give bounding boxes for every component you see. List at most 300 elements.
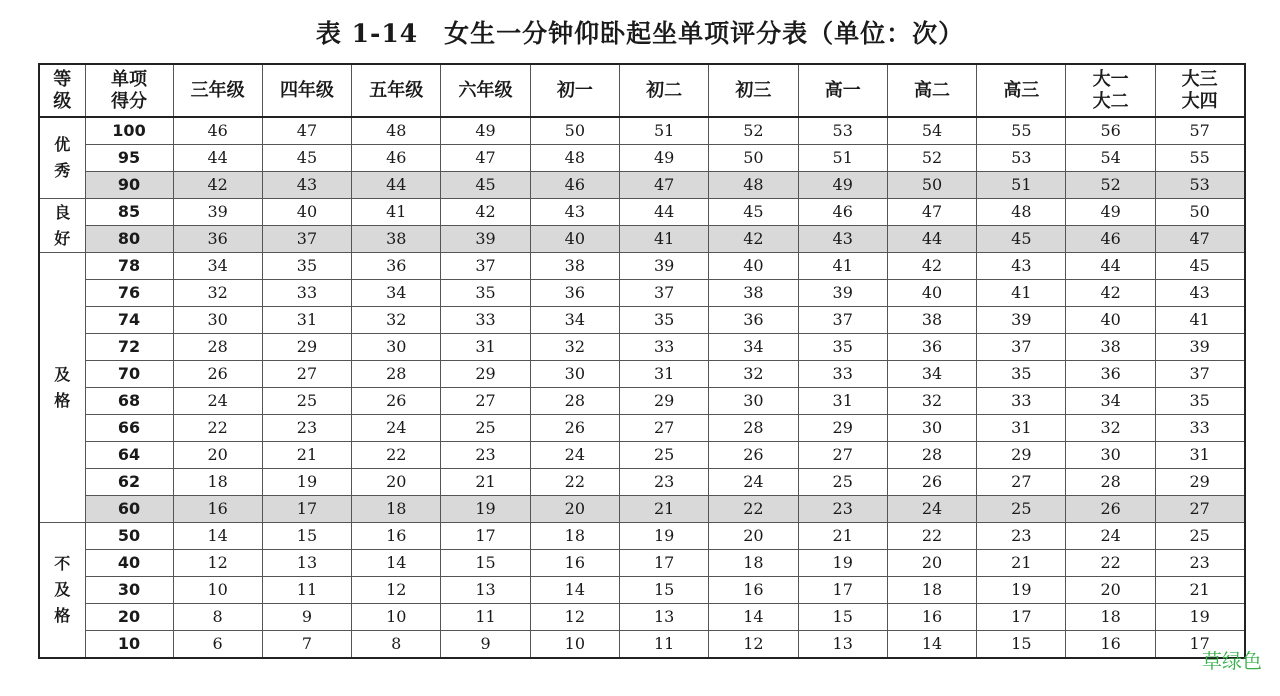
score-cell: 64: [85, 442, 173, 469]
value-cell: 44: [887, 226, 976, 253]
value-cell: 27: [798, 442, 887, 469]
value-cell: 10: [530, 631, 619, 659]
value-cell: 42: [441, 199, 530, 226]
value-cell: 33: [977, 388, 1066, 415]
value-cell: 36: [709, 307, 798, 334]
score-cell: 66: [85, 415, 173, 442]
watermark: 草绿色: [1202, 649, 1262, 673]
value-cell: 33: [262, 280, 351, 307]
value-cell: 45: [977, 226, 1066, 253]
value-cell: 42: [173, 172, 262, 199]
value-cell: 25: [262, 388, 351, 415]
value-cell: 25: [619, 442, 708, 469]
value-cell: 29: [798, 415, 887, 442]
value-cell: 48: [352, 117, 441, 145]
value-cell: 39: [173, 199, 262, 226]
value-cell: 42: [1066, 280, 1155, 307]
value-cell: 24: [709, 469, 798, 496]
value-cell: 12: [530, 604, 619, 631]
value-cell: 14: [530, 577, 619, 604]
header-column: 四年级: [262, 64, 351, 117]
value-cell: 48: [977, 199, 1066, 226]
value-cell: 41: [977, 280, 1066, 307]
value-cell: 24: [352, 415, 441, 442]
score-cell: 20: [85, 604, 173, 631]
value-cell: 26: [1066, 496, 1155, 523]
value-cell: 37: [441, 253, 530, 280]
value-cell: 56: [1066, 117, 1155, 145]
value-cell: 52: [709, 117, 798, 145]
table-row: [39, 307, 1245, 334]
value-cell: 14: [709, 604, 798, 631]
value-cell: 16: [1066, 631, 1155, 659]
value-cell: 31: [262, 307, 351, 334]
value-cell: 41: [619, 226, 708, 253]
value-cell: 22: [530, 469, 619, 496]
value-cell: 46: [530, 172, 619, 199]
table-row: [39, 469, 1245, 496]
value-cell: 46: [173, 117, 262, 145]
value-cell: 11: [441, 604, 530, 631]
value-cell: 35: [441, 280, 530, 307]
header-column: 大三 大四: [1155, 64, 1244, 117]
value-cell: 14: [352, 550, 441, 577]
value-cell: 19: [441, 496, 530, 523]
table-row: [39, 415, 1245, 442]
value-cell: 31: [1155, 442, 1244, 469]
value-cell: 32: [1066, 415, 1155, 442]
value-cell: 39: [977, 307, 1066, 334]
value-cell: 32: [352, 307, 441, 334]
value-cell: 32: [173, 280, 262, 307]
value-cell: 36: [173, 226, 262, 253]
value-cell: 12: [709, 631, 798, 659]
value-cell: 26: [352, 388, 441, 415]
value-cell: 26: [173, 361, 262, 388]
value-cell: 37: [977, 334, 1066, 361]
value-cell: 19: [619, 523, 708, 550]
value-cell: 10: [173, 577, 262, 604]
value-cell: 42: [709, 226, 798, 253]
value-cell: 29: [441, 361, 530, 388]
value-cell: 27: [1155, 496, 1244, 523]
value-cell: 44: [619, 199, 708, 226]
value-cell: 33: [1155, 415, 1244, 442]
value-cell: 22: [173, 415, 262, 442]
value-cell: 40: [887, 280, 976, 307]
value-cell: 53: [1155, 172, 1244, 199]
table-row: [39, 496, 1245, 523]
value-cell: 49: [441, 117, 530, 145]
value-cell: 26: [709, 442, 798, 469]
value-cell: 21: [798, 523, 887, 550]
table-row: [39, 604, 1245, 631]
value-cell: 32: [709, 361, 798, 388]
table-row: [39, 117, 1245, 145]
header-column: 六年级: [441, 64, 530, 117]
value-cell: 18: [1066, 604, 1155, 631]
value-cell: 21: [977, 550, 1066, 577]
value-cell: 50: [887, 172, 976, 199]
value-cell: 31: [977, 415, 1066, 442]
value-cell: 52: [1066, 172, 1155, 199]
score-cell: 80: [85, 226, 173, 253]
grade-label: 不 及 格: [39, 523, 85, 659]
value-cell: 43: [262, 172, 351, 199]
value-cell: 29: [1155, 469, 1244, 496]
value-cell: 45: [262, 145, 351, 172]
score-cell: 50: [85, 523, 173, 550]
value-cell: 36: [530, 280, 619, 307]
value-cell: 19: [798, 550, 887, 577]
score-cell: 70: [85, 361, 173, 388]
value-cell: 45: [441, 172, 530, 199]
value-cell: 36: [352, 253, 441, 280]
value-cell: 28: [1066, 469, 1155, 496]
value-cell: 25: [977, 496, 1066, 523]
value-cell: 27: [262, 361, 351, 388]
value-cell: 20: [530, 496, 619, 523]
value-cell: 24: [173, 388, 262, 415]
value-cell: 45: [1155, 253, 1244, 280]
score-cell: 95: [85, 145, 173, 172]
value-cell: 18: [709, 550, 798, 577]
value-cell: 30: [709, 388, 798, 415]
value-cell: 15: [619, 577, 708, 604]
value-cell: 24: [1066, 523, 1155, 550]
value-cell: 31: [441, 334, 530, 361]
score-cell: 90: [85, 172, 173, 199]
value-cell: 32: [530, 334, 619, 361]
table-row: [39, 226, 1245, 253]
table-row: [39, 361, 1245, 388]
value-cell: 28: [530, 388, 619, 415]
value-cell: 47: [441, 145, 530, 172]
value-cell: 8: [173, 604, 262, 631]
value-cell: 35: [262, 253, 351, 280]
value-cell: 20: [352, 469, 441, 496]
value-cell: 11: [262, 577, 351, 604]
value-cell: 47: [619, 172, 708, 199]
header-column: 大一 大二: [1066, 64, 1155, 117]
value-cell: 39: [798, 280, 887, 307]
value-cell: 42: [887, 253, 976, 280]
value-cell: 53: [977, 145, 1066, 172]
value-cell: 21: [441, 469, 530, 496]
value-cell: 23: [619, 469, 708, 496]
value-cell: 18: [887, 577, 976, 604]
value-cell: 21: [262, 442, 351, 469]
value-cell: 35: [1155, 388, 1244, 415]
value-cell: 19: [1155, 604, 1244, 631]
value-cell: 39: [619, 253, 708, 280]
value-cell: 18: [530, 523, 619, 550]
grade-label: 及 格: [39, 253, 85, 523]
value-cell: 55: [1155, 145, 1244, 172]
value-cell: 54: [1066, 145, 1155, 172]
table-row: [39, 253, 1245, 280]
value-cell: 51: [619, 117, 708, 145]
value-cell: 16: [352, 523, 441, 550]
table-row: [39, 172, 1245, 199]
value-cell: 30: [887, 415, 976, 442]
value-cell: 29: [262, 334, 351, 361]
value-cell: 25: [1155, 523, 1244, 550]
header-grade: 等 级: [39, 64, 85, 117]
value-cell: 13: [441, 577, 530, 604]
header-column: 五年级: [352, 64, 441, 117]
value-cell: 46: [798, 199, 887, 226]
score-cell: 78: [85, 253, 173, 280]
value-cell: 47: [262, 117, 351, 145]
value-cell: 49: [1066, 199, 1155, 226]
header-score: 单项 得分: [85, 64, 173, 117]
value-cell: 23: [798, 496, 887, 523]
value-cell: 38: [709, 280, 798, 307]
value-cell: 10: [352, 604, 441, 631]
value-cell: 20: [1066, 577, 1155, 604]
value-cell: 37: [262, 226, 351, 253]
value-cell: 23: [262, 415, 351, 442]
value-cell: 24: [887, 496, 976, 523]
value-cell: 23: [441, 442, 530, 469]
value-cell: 17: [619, 550, 708, 577]
value-cell: 17: [798, 577, 887, 604]
grade-label: 良 好: [39, 199, 85, 253]
table-row: [39, 523, 1245, 550]
value-cell: 15: [798, 604, 887, 631]
header-column: 初二: [619, 64, 708, 117]
value-cell: 27: [977, 469, 1066, 496]
value-cell: 27: [619, 415, 708, 442]
value-cell: 29: [619, 388, 708, 415]
value-cell: 26: [530, 415, 619, 442]
value-cell: 28: [887, 442, 976, 469]
value-cell: 34: [352, 280, 441, 307]
value-cell: 17: [1155, 631, 1244, 659]
value-cell: 8: [352, 631, 441, 659]
table-row: [39, 199, 1245, 226]
score-cell: 30: [85, 577, 173, 604]
value-cell: 50: [709, 145, 798, 172]
value-cell: 15: [441, 550, 530, 577]
value-cell: 37: [619, 280, 708, 307]
value-cell: 38: [352, 226, 441, 253]
value-cell: 20: [887, 550, 976, 577]
value-cell: 15: [262, 523, 351, 550]
value-cell: 9: [262, 604, 351, 631]
value-cell: 43: [530, 199, 619, 226]
value-cell: 28: [173, 334, 262, 361]
value-cell: 40: [530, 226, 619, 253]
header-column: 高三: [977, 64, 1066, 117]
value-cell: 46: [352, 145, 441, 172]
value-cell: 28: [352, 361, 441, 388]
value-cell: 18: [352, 496, 441, 523]
value-cell: 38: [1066, 334, 1155, 361]
value-cell: 41: [352, 199, 441, 226]
header-column: 三年级: [173, 64, 262, 117]
value-cell: 40: [709, 253, 798, 280]
value-cell: 22: [709, 496, 798, 523]
value-cell: 51: [798, 145, 887, 172]
value-cell: 53: [798, 117, 887, 145]
value-cell: 37: [798, 307, 887, 334]
value-cell: 23: [977, 523, 1066, 550]
value-cell: 6: [173, 631, 262, 659]
value-cell: 18: [173, 469, 262, 496]
header-column: 高二: [887, 64, 976, 117]
value-cell: 55: [977, 117, 1066, 145]
value-cell: 30: [530, 361, 619, 388]
value-cell: 14: [887, 631, 976, 659]
score-cell: 62: [85, 469, 173, 496]
value-cell: 44: [352, 172, 441, 199]
value-cell: 33: [441, 307, 530, 334]
value-cell: 15: [977, 631, 1066, 659]
score-cell: 100: [85, 117, 173, 145]
value-cell: 39: [441, 226, 530, 253]
value-cell: 31: [619, 361, 708, 388]
value-cell: 47: [1155, 226, 1244, 253]
value-cell: 7: [262, 631, 351, 659]
score-cell: 10: [85, 631, 173, 659]
value-cell: 54: [887, 117, 976, 145]
value-cell: 16: [887, 604, 976, 631]
value-cell: 38: [887, 307, 976, 334]
table-row: [39, 388, 1245, 415]
header-column: 初三: [709, 64, 798, 117]
value-cell: 34: [173, 253, 262, 280]
value-cell: 44: [173, 145, 262, 172]
value-cell: 23: [1155, 550, 1244, 577]
value-cell: 46: [1066, 226, 1155, 253]
value-cell: 35: [977, 361, 1066, 388]
value-cell: 30: [352, 334, 441, 361]
value-cell: 28: [709, 415, 798, 442]
value-cell: 17: [977, 604, 1066, 631]
grade-label: 优 秀: [39, 117, 85, 199]
value-cell: 40: [1066, 307, 1155, 334]
value-cell: 50: [530, 117, 619, 145]
value-cell: 49: [798, 172, 887, 199]
table-title: 表 1-14 女生一分钟仰卧起坐单项评分表（单位：次）: [315, 19, 965, 48]
value-cell: 26: [887, 469, 976, 496]
table-row: [39, 550, 1245, 577]
value-cell: 31: [798, 388, 887, 415]
value-cell: 17: [262, 496, 351, 523]
value-cell: 37: [1155, 361, 1244, 388]
value-cell: 32: [887, 388, 976, 415]
value-cell: 44: [1066, 253, 1155, 280]
value-cell: 43: [1155, 280, 1244, 307]
value-cell: 57: [1155, 117, 1244, 145]
value-cell: 13: [798, 631, 887, 659]
value-cell: 19: [977, 577, 1066, 604]
score-cell: 68: [85, 388, 173, 415]
table-row: [39, 577, 1245, 604]
value-cell: 30: [1066, 442, 1155, 469]
value-cell: 36: [1066, 361, 1155, 388]
value-cell: 19: [262, 469, 351, 496]
score-cell: 72: [85, 334, 173, 361]
value-cell: 11: [619, 631, 708, 659]
score-cell: 60: [85, 496, 173, 523]
value-cell: 12: [173, 550, 262, 577]
table-row: [39, 280, 1245, 307]
value-cell: 9: [441, 631, 530, 659]
value-cell: 24: [530, 442, 619, 469]
value-cell: 16: [173, 496, 262, 523]
value-cell: 39: [1155, 334, 1244, 361]
value-cell: 16: [530, 550, 619, 577]
value-cell: 21: [619, 496, 708, 523]
header-row: [39, 64, 1245, 117]
value-cell: 17: [441, 523, 530, 550]
value-cell: 43: [977, 253, 1066, 280]
value-cell: 38: [530, 253, 619, 280]
value-cell: 29: [977, 442, 1066, 469]
value-cell: 20: [709, 523, 798, 550]
value-cell: 50: [1155, 199, 1244, 226]
value-cell: 22: [887, 523, 976, 550]
value-cell: 25: [441, 415, 530, 442]
value-cell: 33: [798, 361, 887, 388]
value-cell: 41: [798, 253, 887, 280]
value-cell: 33: [619, 334, 708, 361]
value-cell: 12: [352, 577, 441, 604]
value-cell: 20: [173, 442, 262, 469]
value-cell: 45: [709, 199, 798, 226]
score-cell: 74: [85, 307, 173, 334]
value-cell: 48: [530, 145, 619, 172]
value-cell: 34: [887, 361, 976, 388]
score-cell: 85: [85, 199, 173, 226]
value-cell: 13: [619, 604, 708, 631]
value-cell: 30: [173, 307, 262, 334]
value-cell: 22: [1066, 550, 1155, 577]
value-cell: 47: [887, 199, 976, 226]
value-cell: 36: [887, 334, 976, 361]
value-cell: 27: [441, 388, 530, 415]
table-body: [39, 117, 1245, 658]
value-cell: 49: [619, 145, 708, 172]
value-cell: 16: [709, 577, 798, 604]
value-cell: 34: [1066, 388, 1155, 415]
table-row: [39, 442, 1245, 469]
value-cell: 21: [1155, 577, 1244, 604]
value-cell: 48: [709, 172, 798, 199]
table-row: [39, 631, 1245, 659]
score-cell: 40: [85, 550, 173, 577]
score-table: [38, 63, 1246, 659]
value-cell: 13: [262, 550, 351, 577]
header-column: 初一: [530, 64, 619, 117]
value-cell: 41: [1155, 307, 1244, 334]
value-cell: 14: [173, 523, 262, 550]
value-cell: 25: [798, 469, 887, 496]
value-cell: 43: [798, 226, 887, 253]
value-cell: 35: [798, 334, 887, 361]
header-column: 高一: [798, 64, 887, 117]
value-cell: 51: [977, 172, 1066, 199]
value-cell: 35: [619, 307, 708, 334]
value-cell: 34: [530, 307, 619, 334]
value-cell: 34: [709, 334, 798, 361]
table-row: [39, 145, 1245, 172]
table-row: [39, 334, 1245, 361]
score-cell: 76: [85, 280, 173, 307]
